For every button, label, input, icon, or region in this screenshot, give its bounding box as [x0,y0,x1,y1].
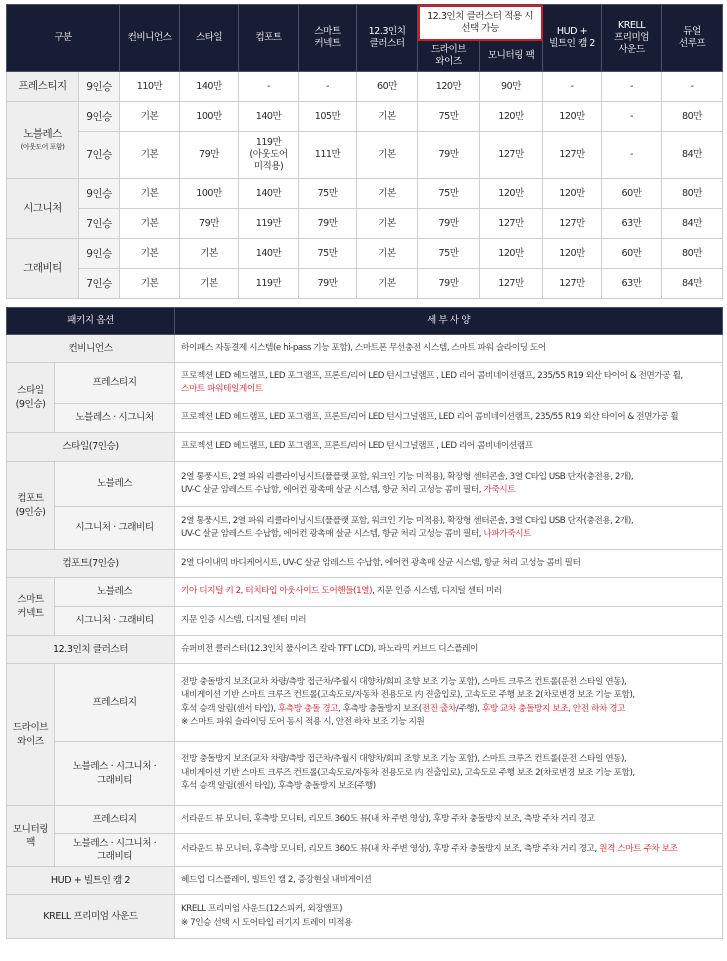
price-cell: 기본 [180,239,239,269]
detail-style9-prestige [175,363,723,404]
price-cell: 75만 [299,179,357,209]
price-cell: 기본 [357,102,418,132]
price-cell: 127만 [480,209,543,239]
row-cluster [7,636,723,664]
label-comfort9: 컴포트 (9인승) [7,462,55,550]
price-cell: 127만 [543,132,602,179]
price-cell: 119만 (아웃도어 미적용) [239,132,299,179]
detail-highlight: 기아 디지털 키 2, 터치타입 아웃사이드 도어핸들(1열) [181,586,373,597]
spec-row [7,132,723,179]
seat-label: 9인승 [79,102,120,132]
price-cell: - [543,72,602,102]
header-comfort: 컴포트 [239,5,299,72]
header-gubun: 구분 [7,5,120,72]
price-cell: 기본 [357,132,418,179]
detail-line: 전방 충돌방지 보조(교차 차량/측방 접근차/추월시 대향차/회피 조향 보조 기능 포함), 스마트 크루즈 컨트롤(운전 스타일 연동), [181,676,627,687]
price-cell: 120만 [480,239,543,269]
package-detail-table [6,307,723,939]
price-cell: 79만 [180,132,239,179]
price-cell: 기본 [357,209,418,239]
price-cell: 127만 [480,132,543,179]
label-monitoring: 모니터링 팩 [7,806,55,867]
row-smart-sig [7,607,723,636]
price-cell: 140만 [180,72,239,102]
detail-highlight: 후방 교차 충돌방지 보조, 안전 하차 경고 [481,703,626,714]
trim-label [7,179,79,239]
price-cell: 75만 [418,239,480,269]
price-cell: - [299,72,357,102]
row-krell [7,895,723,939]
price-cell: 100만 [180,102,239,132]
header-cluster: 12.3인치 클러스터 [357,5,418,72]
price-cell: 127만 [543,269,602,299]
detail-note: ※ 스마트 파워 슬라이딩 도어 동시 적용 시, 안전 하차 보조 기능 지원 [181,717,425,727]
detail-text: 서라운드 뷰 모니터, 후측방 모니터, 리모트 360도 뷰(내 차 주변 영상), 후방 주차 충돌방지 보조, 측방 주차 거리 경고, [181,844,600,855]
seat-label: 7인승 [79,132,120,179]
price-cell: - [239,72,299,102]
price-cell: 75만 [418,179,480,209]
price-cell: 기본 [120,269,180,299]
header-style: 스타일 [180,5,239,72]
detail-style7: 프로젝션 LED 헤드램프, LED 포그램프, 프론트/리어 LED 턴시그널램프 , LED 리어 콤비네이션램프 [175,433,723,462]
row-comfort7 [7,550,723,578]
price-cell: 84만 [662,209,723,239]
header-detail-spec: 세 부 사 양 [175,308,723,335]
row-style9-noble [7,404,723,433]
detail-highlight: 가죽시트 [483,485,516,495]
detail-smart-noble [175,578,723,607]
detail-text: , 후측방 충돌방지 보조( [338,703,422,714]
detail-text: 2열 통풍시트, 2열 파워 리클라이닝시트(풀플랫 포함, 워크인 기능 미적용), 확장형 센터콘솔, 3열 C타입 USB 단자(충전용, 2개), UV-C 살균 암레스트 수납함, 에어컨 광촉매 살균 시스템, 항균 처리 고성능 콤비 필터, [181,471,634,495]
trim-name: 프레스티지 [18,80,67,92]
detail-line: 내비게이션 기반 스마트 크루즈 컨트롤(고속도로/자동차 전용도로 内 진출입로), 고속도로 주행 보조 2(차로변경 보조 기능 포함), [181,690,635,700]
spec-row [7,269,723,299]
label-comfort9-noble: 노블레스 [55,462,175,507]
row-comfort9-noble [7,462,723,507]
header-smart-connect: 스마트 커넥트 [299,5,357,72]
label-drivewise: 드라이브 와이즈 [7,664,55,806]
price-cell: 기본 [120,209,180,239]
price-cell: 79만 [299,209,357,239]
price-cell: 111만 [299,132,357,179]
header-convenience: 컨비니언스 [120,5,180,72]
price-cell: 127만 [543,209,602,239]
price-cell: 60만 [357,72,418,102]
price-cell: 79만 [418,269,480,299]
label-style7: 스타일(7인승) [7,433,175,462]
spec-row [7,239,723,269]
detail-text: 프로젝션 LED 헤드램프, LED 포그램프, 프론트/리어 LED 턴시그널램프 , LED 리어 콤비네이션램프, 235/55 R19 외산 타이어 & 전면가공 휠, [181,370,683,381]
header-krell: KRELL 프리미엄 사운드 [602,5,662,72]
trim-label [7,102,79,179]
detail-monitoring-noble [175,834,723,867]
detail-style9-noble: 프로젝션 LED 헤드램프, LED 포그램프, 프론트/리어 LED 턴시그널램프, LED 리어 콤비네이션램프, 235/55 R19 외산 타이어 & 전면가공 휠 [175,404,723,433]
price-cell: 140만 [239,239,299,269]
trim-name: 시그니처 [23,202,62,214]
trim-name: 노블레스 [23,127,62,140]
row-comfort9-sig [7,507,723,550]
spec-row [7,179,723,209]
detail-cluster: 슈퍼비전 클러스터(12.3인치 풀사이즈 칼라 TFT LCD), 파노라믹 커브드 디스플레이 [175,636,723,664]
trim-label [7,72,79,102]
price-cell: 기본 [357,239,418,269]
trim-note: (아웃도어 포함) [20,142,65,151]
row-smart-noble [7,578,723,607]
price-cell: 120만 [543,239,602,269]
label-comfort7: 컴포트(7인승) [7,550,175,578]
label-hud: HUD + 빌트인 캠 2 [7,867,175,895]
price-cell: 105만 [299,102,357,132]
detail-highlight: 원격 스마트 주차 보조 [599,844,678,855]
seat-label: 7인승 [79,269,120,299]
label-style9: 스타일 (9인승) [7,363,55,433]
price-cell: 127만 [480,269,543,299]
price-cell: 120만 [543,179,602,209]
label-convenience: 컨비니언스 [7,335,175,363]
header-drivewise: 드라이브 와이즈 [418,41,480,72]
label-krell: KRELL 프리미엄 사운드 [7,895,175,939]
price-cell: 90만 [480,72,543,102]
label-monitoring-prestige: 프레스티지 [55,806,175,834]
label-style9-prestige: 프레스티지 [55,363,175,404]
header-cluster-option: 12.3인치 클러스터 적용 시 선택 가능 [418,5,543,41]
label-cluster: 12.3인치 클러스터 [7,636,175,664]
label-style9-noble: 노블레스 · 시그니처 [55,404,175,433]
spec-row [7,102,723,132]
price-cell: 140만 [239,179,299,209]
detail-text: , 지문 인증 시스템, 디지털 센터 미러 [372,586,502,597]
price-cell: 63만 [602,269,662,299]
price-cell: 140만 [239,102,299,132]
price-cell: 120만 [480,179,543,209]
price-cell: 기본 [357,179,418,209]
trim-name: 그래비티 [23,262,62,274]
price-cell: 기본 [357,269,418,299]
spec-row [7,72,723,102]
price-cell: - [662,72,723,102]
price-cell: 기본 [120,132,180,179]
row-drivewise-prestige [7,664,723,742]
detail-krell: KRELL 프리미엄 사운드(12스피커, 외장앰프) ※ 7인승 선택 시 도어타입 러기지 트레이 미적용 [175,895,723,939]
detail-drivewise-noble: 전방 충돌방지 보조(교차 차량/측방 접근차/추월시 대향차/회피 조향 보조 기능 포함), 스마트 크루즈 컨트롤(운전 스타일 연동), 내비게이션 기반 스마트 크루즈 컨트롤(고속도로/자동차 전용도로 内 진출입로), 고속도로 주행 보조 2(차로변경 보조 기능 포함), 후석 승객 알림(센서 타입), 후측방 충돌방지 보조(주행) [175,742,723,806]
detail-convenience: 하이패스 자동결제 시스템(e hi-pass 기능 포함), 스마트폰 무선충전 시스템, 스마트 파워 슬라이딩 도어 [175,335,723,363]
price-cell: 60만 [602,239,662,269]
price-cell: 120만 [418,72,480,102]
spec-body [7,72,723,299]
seat-label: 9인승 [79,72,120,102]
row-style9-prestige [7,363,723,404]
header-monitoring: 모니터링 팩 [480,41,543,72]
seat-label: 9인승 [79,239,120,269]
detail-smart-sig: 지문 인증 시스템, 디지털 센터 미러 [175,607,723,636]
price-cell: - [602,102,662,132]
price-cell: 75만 [418,102,480,132]
detail-hud: 헤드업 디스플레이, 빌트인 캠 2, 증강현실 내비게이션 [175,867,723,895]
row-drivewise-noble [7,742,723,806]
price-cell: 79만 [418,132,480,179]
detail-drivewise-prestige [175,664,723,742]
price-cell: 기본 [120,239,180,269]
price-cell: 79만 [299,269,357,299]
price-cell: 기본 [180,269,239,299]
trim-label [7,239,79,299]
price-cell: 80만 [662,239,723,269]
header-package-option: 패키지 옵션 [7,308,175,335]
price-cell: 84만 [662,269,723,299]
row-monitoring-noble [7,834,723,867]
price-cell: 84만 [662,132,723,179]
price-cell: 기본 [120,179,180,209]
price-cell: 75만 [299,239,357,269]
trim-option-price-table [6,4,723,299]
detail-highlight: 나파가죽시트 [483,529,532,539]
price-cell: 79만 [418,209,480,239]
label-smart-sig: 시그니처 · 그래비티 [55,607,175,636]
price-cell: 110만 [120,72,180,102]
price-cell: - [602,72,662,102]
detail-highlight: 전진 출차 [421,703,456,714]
detail-text: 후석 승객 알림(센서 타입), [181,703,278,714]
row-monitoring-prestige [7,806,723,834]
price-cell: 기본 [120,102,180,132]
detail-text: /주행), [455,703,482,714]
label-smart: 스마트 커넥트 [7,578,55,636]
label-drivewise-prestige: 프레스티지 [55,664,175,742]
spec-row [7,209,723,239]
label-comfort9-sig: 시그니처 · 그래비티 [55,507,175,550]
row-style7 [7,433,723,462]
price-cell: 100만 [180,179,239,209]
label-monitoring-noble: 노블레스 · 시그니처 · 그래비티 [55,834,175,867]
detail-highlight: 스마트 파워테일게이트 [181,384,263,394]
seat-label: 9인승 [79,179,120,209]
price-cell: 79만 [180,209,239,239]
price-cell: 119만 [239,209,299,239]
price-cell: - [602,132,662,179]
detail-monitoring-prestige: 서라운드 뷰 모니터, 후측방 모니터, 리모트 360도 뷰(내 차 주변 영상), 후방 주차 충돌방지 보조, 측방 주차 거리 경고 [175,806,723,834]
price-cell: 63만 [602,209,662,239]
price-cell: 80만 [662,102,723,132]
row-hud [7,867,723,895]
header-hud: HUD + 빌트인 캠 2 [543,5,602,72]
detail-comfort9-noble [175,462,723,507]
detail-text: 2열 통풍시트, 2열 파워 리클라이닝시트(풀플랫 포함, 워크인 기능 미적용), 확장형 센터콘솔, 3열 C타입 USB 단자(충전용, 2개), UV-C 살균 암레스트 수납함, 에어컨 광촉매 살균 시스템, 항균 처리 고성능 콤비 필터, [181,515,634,539]
row-convenience [7,335,723,363]
detail-comfort9-sig [175,507,723,550]
price-cell: 120만 [543,102,602,132]
price-cell: 119만 [239,269,299,299]
price-cell: 60만 [602,179,662,209]
label-drivewise-noble: 노블레스 · 시그니처 · 그래비티 [55,742,175,806]
header-sunroof: 듀얼 선루프 [662,5,723,72]
price-cell: 120만 [480,102,543,132]
label-smart-noble: 노블레스 [55,578,175,607]
detail-comfort7: 2열 다이내믹 바디케어시트, UV-C 살균 암레스트 수납함, 에어컨 광촉매 살균 시스템, 항균 처리 고성능 콤비 필터 [175,550,723,578]
detail-highlight: 후측방 충돌 경고 [277,703,339,714]
seat-label: 7인승 [79,209,120,239]
price-cell: 80만 [662,179,723,209]
